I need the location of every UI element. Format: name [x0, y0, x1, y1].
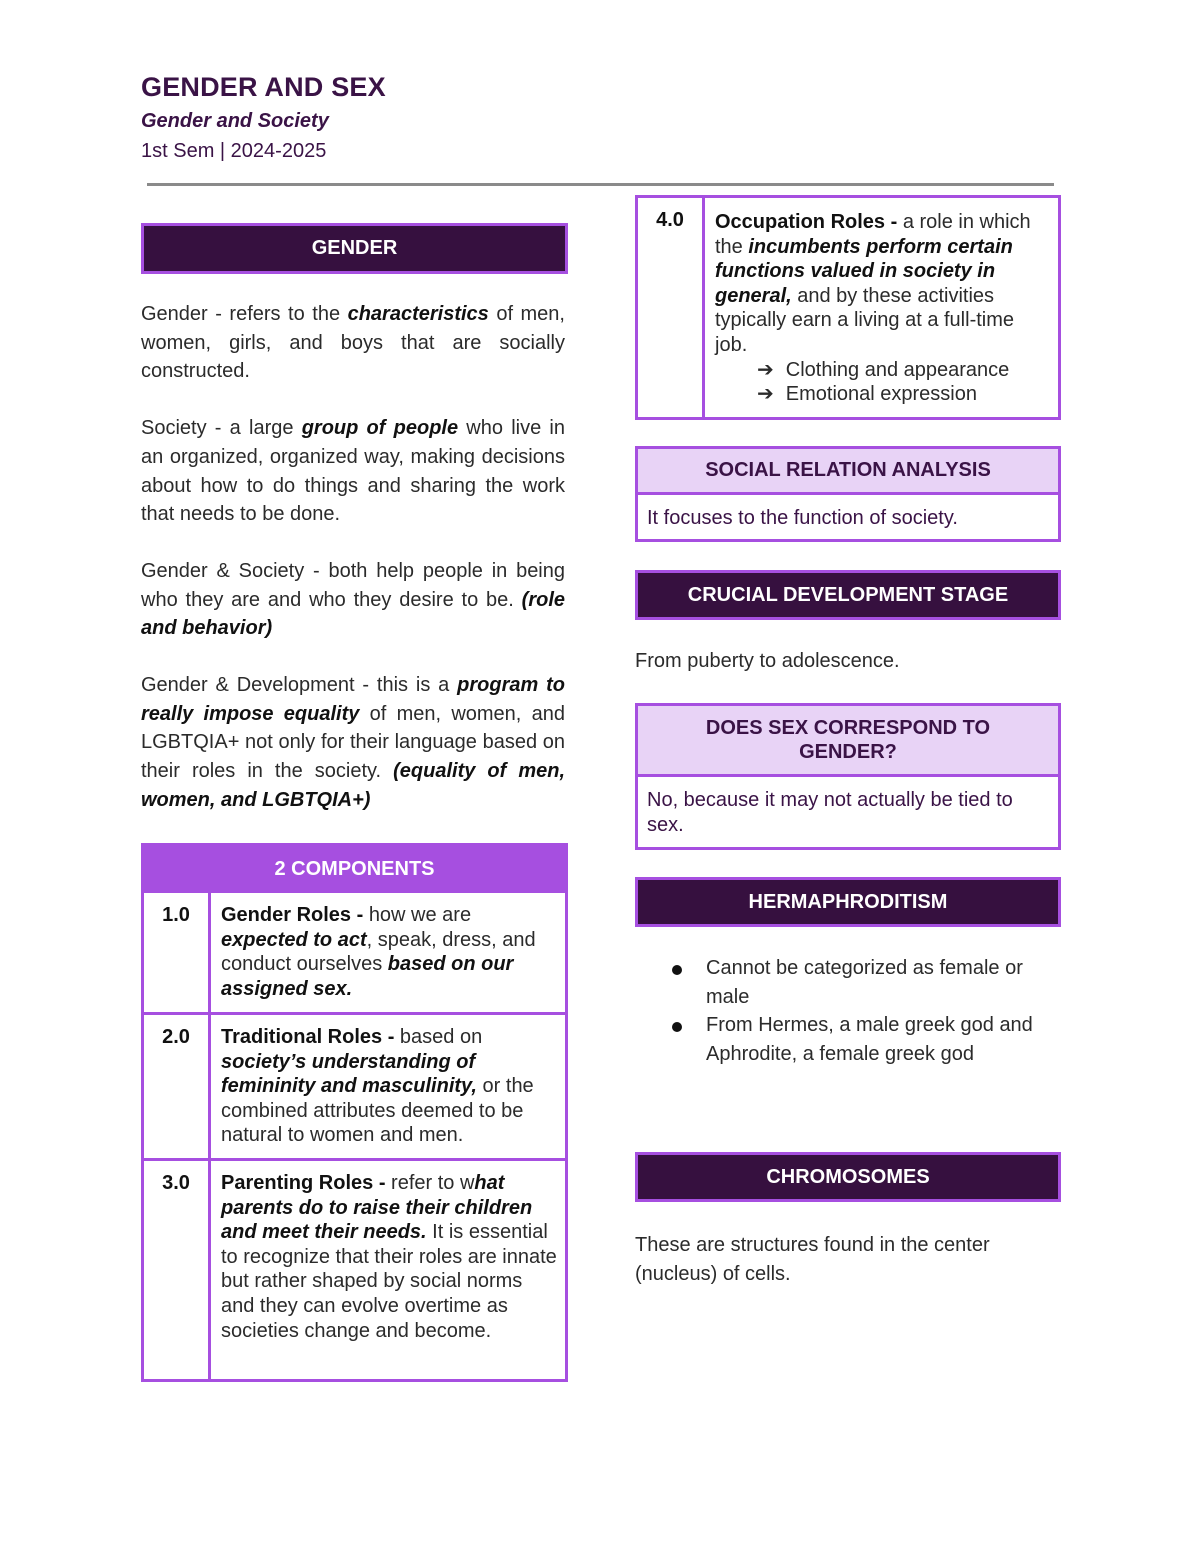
document-title: GENDER AND SEX: [141, 72, 386, 102]
text-run: Gender - refers to the: [141, 303, 348, 325]
table-row: [637, 197, 1060, 419]
text-run: Society - a large: [141, 417, 302, 440]
text-run: or the combined attributes deemed to be natural to women and men.: [221, 1075, 534, 1147]
text-run: Gender & Society - both help people in being who they are and who they desire to be.: [141, 559, 565, 611]
table-row: [143, 892, 567, 1014]
gender-development-definition: [141, 671, 565, 815]
text-run: Gender & Development - this is a: [141, 674, 458, 697]
social-relation-heading: SOCIAL RELATION ANALYSIS: [635, 446, 1061, 495]
components-heading: 2 COMPONENTS: [141, 843, 568, 893]
text-run: a role in which the: [715, 211, 1031, 258]
text-run: who live in an organized, organized way, making decisions about how to do things and sharing the work that needs to be done.: [141, 417, 565, 526]
semester-label: 1st Sem | 2024-2025: [141, 140, 327, 162]
row-description: [210, 892, 567, 1014]
society-definition: [141, 414, 565, 529]
bullet-dot-icon: [672, 1022, 682, 1032]
table-row: [143, 1014, 567, 1160]
chromosomes-heading: CHROMOSOMES: [635, 1152, 1061, 1202]
crucial-stage-text: From puberty to adolescence.: [635, 650, 900, 672]
hermaphroditism-heading: HERMAPHRODITISM: [635, 877, 1061, 927]
list-item: [757, 382, 1050, 407]
gender-definitions: [141, 300, 565, 815]
row-description: [210, 1160, 567, 1381]
emphasis-text: group of people: [301, 417, 459, 440]
right-arrow-icon: ➔: [757, 358, 774, 381]
text-run: refer to w: [391, 1172, 475, 1194]
right-arrow-icon: ➔: [757, 383, 774, 406]
header-divider: [147, 183, 1054, 186]
list-item: [757, 358, 1050, 383]
row-lead: Gender Roles -: [221, 904, 369, 926]
sex-gender-heading: DOES SEX CORRESPOND TO GENDER?: [635, 703, 1061, 777]
hermaphroditism-list: [672, 954, 1062, 1068]
list-item-text: Clothing and appearance: [785, 358, 1010, 381]
gender-society-definition: [141, 557, 565, 643]
text-run: of men, women, and LGBTQIA+ not only for their language based on their roles in the society.: [141, 702, 565, 783]
text-run: and by these activities typically earn a living at a full-time job.: [715, 284, 1015, 356]
row-number: 3.0: [143, 1160, 210, 1381]
list-item: [672, 1011, 1062, 1068]
text-run: based on: [399, 1026, 483, 1048]
row-number: 1.0: [143, 892, 210, 1014]
gender-heading: GENDER: [141, 223, 568, 274]
chromosomes-text: These are structures found in the center (nucleus) of cells.: [635, 1234, 990, 1285]
table-row: [143, 1160, 567, 1381]
list-item: [672, 954, 1062, 1011]
list-item-text: Emotional expression: [785, 383, 977, 406]
list-item-text: From Hermes, a male greek god and Aphrodite, a female greek god: [706, 1014, 1033, 1065]
row-lead: Traditional Roles -: [221, 1026, 400, 1048]
text-run: how we are: [368, 904, 472, 926]
social-relation-text: It focuses to the function of society.: [635, 495, 1061, 542]
row-number: 2.0: [143, 1014, 210, 1160]
text-run: , speak, dress, and conduct ourselves: [221, 928, 536, 976]
emphasis-text: program to really impose equality: [141, 674, 565, 725]
row-description: [210, 1014, 567, 1160]
components-table-continued: [635, 195, 1061, 420]
emphasis-text: based on our assigned sex.: [221, 953, 514, 1000]
emphasis-text: society’s understanding of femininity and masculinity,: [221, 1050, 477, 1098]
occupation-sublist: [715, 358, 1050, 407]
text-run: It is essential to recognize that their roles are innate but rather shaped by social norms and they can evolve overtime as societies change and become.: [221, 1221, 557, 1342]
row-lead: Parenting Roles -: [221, 1172, 392, 1194]
row-number: 4.0: [637, 197, 704, 419]
sex-gender-text: No, because it may not actually be tied to sex.: [635, 777, 1061, 850]
components-table: [141, 890, 568, 1382]
emphasis-text: incumbents perform certain functions valued in society in general,: [715, 235, 1013, 307]
row-lead: Occupation Roles -: [715, 211, 903, 233]
gender-definition: [141, 300, 565, 386]
row-description: [704, 197, 1060, 419]
crucial-stage-heading: CRUCIAL DEVELOPMENT STAGE: [635, 570, 1061, 620]
emphasis-text: hat parents do to raise their children and meet their needs.: [221, 1172, 533, 1244]
emphasis-text: expected to act: [221, 928, 367, 951]
emphasis-text: characteristics: [347, 303, 489, 325]
list-item-text: Cannot be categorized as female or male: [706, 957, 1023, 1008]
emphasis-text: (role and behavior): [141, 588, 565, 640]
emphasis-text: (equality of men, women, and LGBTQIA+): [141, 760, 566, 811]
text-run: of men, women, girls, and boys that are socially constructed.: [141, 303, 565, 383]
bullet-dot-icon: [672, 965, 682, 975]
document-subtitle: Gender and Society: [141, 110, 329, 132]
